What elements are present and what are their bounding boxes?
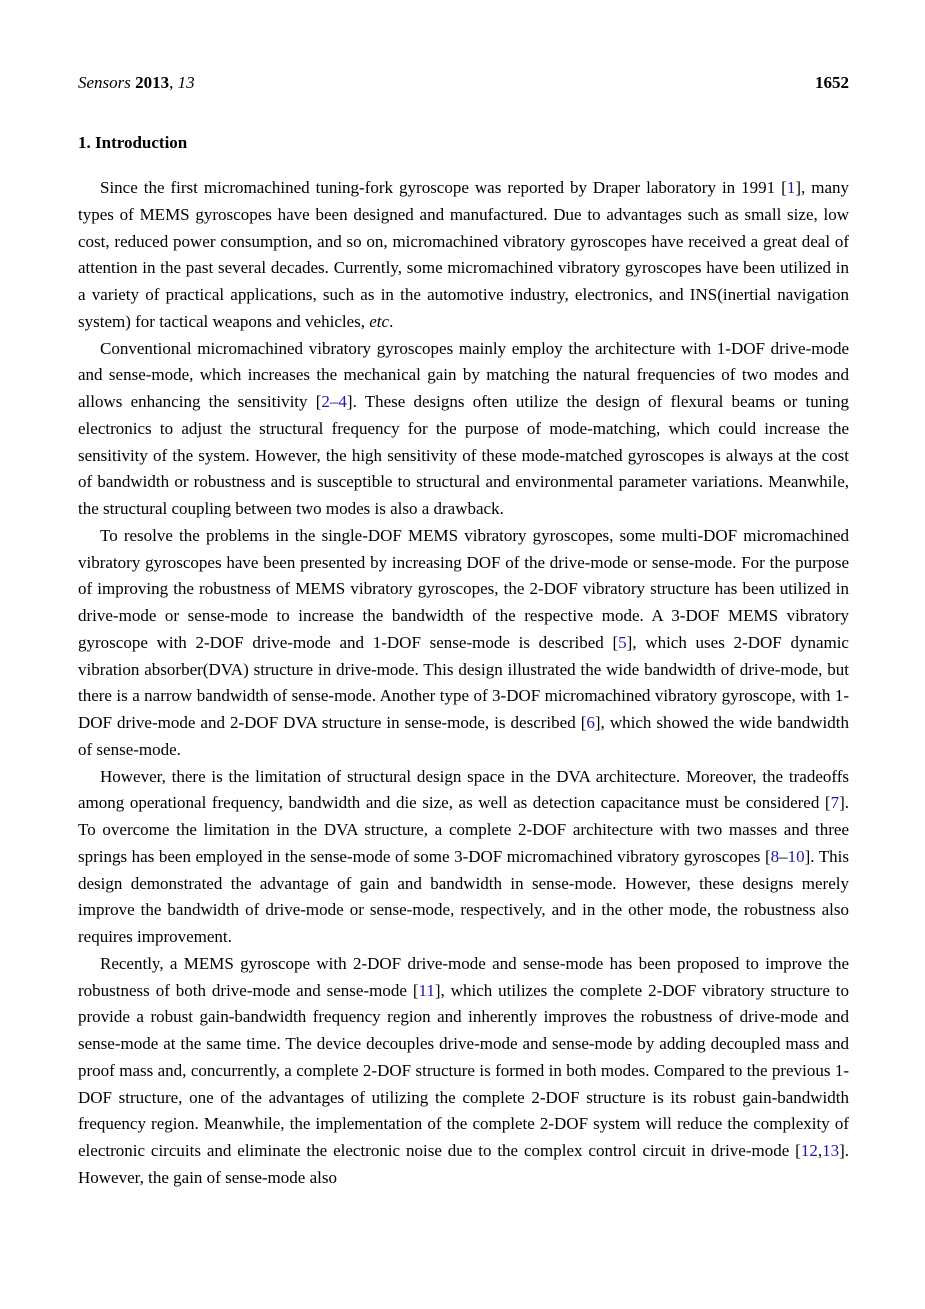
paragraph-text: ], which uses 2-DOF dynamic vibration absorber(DVA) structure in drive-mode. This design illustrated the wide bandwidth of drive-mode, but there is a narrow bandwidth of sense-mode. Another type of 3-DOF micromachined vibratory gyroscope, with 1-DOF drive-mode and 2-DOF DVA structure in sense-mode, is described [ xyxy=(78,632,849,732)
journal-citation xyxy=(78,70,195,96)
paragraph-text: – xyxy=(779,846,788,866)
paragraph-text: Recently, a MEMS gyroscope with 2-DOF drive-mode and sense-mode has been proposed to improve the robustness of both drive-mode and sense-mode [ xyxy=(78,953,849,1000)
citation-link[interactable]: 8 xyxy=(770,846,780,866)
paragraph xyxy=(78,951,849,1192)
citation-link[interactable]: 1 xyxy=(786,178,796,197)
paragraph-text: , xyxy=(817,1141,823,1160)
paragraph-text: . xyxy=(389,311,394,331)
paragraph-text: ], many types of MEMS gyroscopes have been designed and manufactured. Due to advantages such as small size, low cost, reduced power consumption, and so on, micromachined vibratory gyroscopes have received a great deal of attention in the past several decades. Currently, some micromachined vibratory gyroscopes have been utilized in a variety of practical applications, such as in the automotive industry, electronics, and INS(inertial navigation system) for tactical weapons and vehicles, xyxy=(78,178,849,331)
emphasis-text: etc xyxy=(369,311,390,331)
citation-link[interactable]: 10 xyxy=(787,846,805,866)
paragraph-text: Conventional micromachined vibratory gyroscopes mainly employ the architecture with 1-DOF drive-mode and sense-mode, which increases the mechanical gain by matching the natural frequencies of two modes and allows enhancing the sensitivity [ xyxy=(78,338,849,411)
journal-year: 2013 xyxy=(135,73,170,92)
paragraph-text: ]. This design demonstrated the advantage of gain and bandwidth in sense-mode. However, these designs merely improve the bandwidth of drive-mode or sense-mode, respectively, and in the other mode, the robustness also requires improvement. xyxy=(78,846,849,946)
running-header xyxy=(78,70,849,96)
journal-name: Sensors xyxy=(78,73,131,92)
citation-link[interactable]: 12 xyxy=(800,1141,818,1160)
paragraph-text: ], which utilizes the complete 2-DOF vibratory structure to provide a robust gain-bandwidth frequency region and inherently improves the robustness of drive-mode and sense-mode at the same time. The device decouples drive-mode and sense-mode by adding decoupled mass and proof mass and, concurrently, a complete 2-DOF structure is formed in both modes. Compared to the previous 1-DOF structure, one of the advantages of utilizing the complete 2-DOF structure is its robust gain-bandwidth frequency region. Meanwhile, the implementation of the complete 2-DOF system will reduce the complexity of electronic circuits and eliminate the electronic noise due to the complex control circuit in drive-mode [ xyxy=(78,980,850,1160)
citation-link[interactable]: 6 xyxy=(586,713,595,732)
paper-page xyxy=(78,70,849,1192)
citation-link[interactable]: 7 xyxy=(830,793,840,813)
journal-volume: 13 xyxy=(177,73,195,92)
paragraph xyxy=(78,336,849,523)
paragraph-text: ]. However, the gain of sense-mode also xyxy=(78,1141,849,1187)
paragraph-text: However, there is the limitation of structural design space in the DVA architecture. Moreover, the tradeoffs among operational frequency, bandwidth and die size, as well as detection capacitance must be considered [ xyxy=(78,766,849,813)
citation-link[interactable]: 2–4 xyxy=(321,392,347,411)
body-text xyxy=(78,175,849,1192)
paragraph xyxy=(78,764,849,951)
citation-separator: , xyxy=(169,73,174,92)
paragraph-text: ]. To overcome the limitation in the DVA structure, a complete 2-DOF architecture with two masses and three springs has been employed in the sense-mode of some 3-DOF micromachined vibratory gyroscopes [ xyxy=(78,793,849,866)
paragraph-text: Since the first micromachined tuning-fork gyroscope was reported by Draper laboratory in 1991 [ xyxy=(100,178,787,197)
citation-link[interactable]: 5 xyxy=(618,632,627,652)
paragraph xyxy=(78,175,849,336)
citation-link[interactable]: 13 xyxy=(822,1141,840,1160)
paragraph-text: ]. These designs often utilize the design of flexural beams or tuning electronics to adjust the structural frequency for the purpose of mode-matching, which could increase the sensitivity of the system. However, the high sensitivity of these mode-matched gyroscopes is always at the cost of bandwidth or robustness and is susceptible to structural and environmental parameter variations. Meanwhile, the structural coupling between two modes is also a drawback. xyxy=(78,392,849,518)
paragraph-text: ], which showed the wide bandwidth of sense-mode. xyxy=(78,713,849,759)
section-heading: 1. Introduction xyxy=(78,133,188,152)
paragraph xyxy=(78,523,849,764)
citation-link[interactable]: 11 xyxy=(418,980,435,1000)
paragraph-text: To resolve the problems in the single-DOF MEMS vibratory gyroscopes, some multi-DOF micromachined vibratory gyroscopes have been presented by increasing DOF of the drive-mode or sense-mode. For the purpose of improving the robustness of MEMS vibratory gyroscopes, the 2-DOF vibratory structure has been utilized in drive-mode or sense-mode to increase the bandwidth of the respective mode. A 3-DOF MEMS vibratory gyroscope with 2-DOF drive-mode and 1-DOF sense-mode is described [ xyxy=(78,525,849,652)
page-number: 1652 xyxy=(815,73,849,92)
